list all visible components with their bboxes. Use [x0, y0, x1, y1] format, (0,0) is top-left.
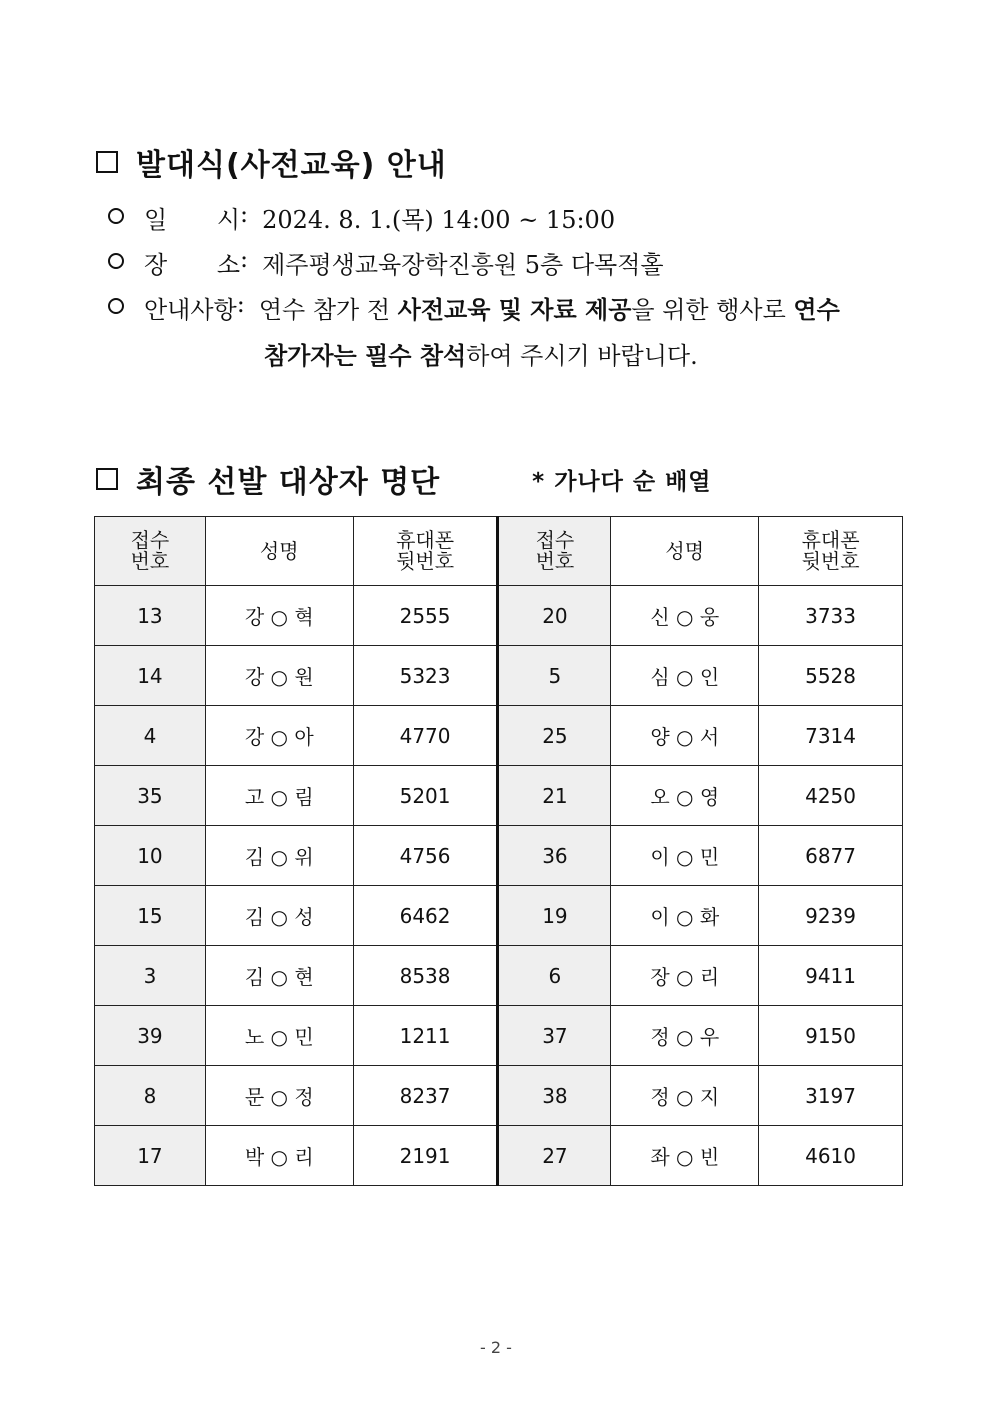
cell-num: 5 — [498, 646, 611, 706]
section-title: 최종 선발 대상자 명단 — [136, 465, 441, 500]
table-row — [95, 706, 903, 766]
cell-phone: 2191 — [353, 1126, 498, 1186]
section-title: 발대식(사전교육) 안내 — [136, 148, 447, 183]
info-label: 일 시 — [144, 206, 240, 234]
cell-phone: 4756 — [353, 826, 498, 886]
info-row-datetime: 일 시 : 2024. 8. 1.(목) 14:00 ~ 15:00 — [108, 200, 615, 235]
cell-name: 심 ○ 인 — [611, 646, 759, 706]
cell-name: 정 ○ 지 — [611, 1066, 759, 1126]
cell-phone: 5528 — [759, 646, 903, 706]
cell-phone: 5323 — [353, 646, 498, 706]
cell-name: 정 ○ 우 — [611, 1006, 759, 1066]
cell-num: 17 — [95, 1126, 206, 1186]
roster-table — [94, 516, 903, 1186]
info-value: 2024. 8. 1.(목) 14:00 ~ 15:00 — [262, 206, 616, 234]
cell-phone: 6877 — [759, 826, 903, 886]
section-heading-roster — [96, 457, 712, 501]
cell-name: 이 ○ 민 — [611, 826, 759, 886]
cell-num: 8 — [95, 1066, 206, 1126]
section-heading-ceremony — [96, 140, 447, 184]
cell-name: 김 ○ 현 — [205, 946, 353, 1006]
info-value: 제주평생교육장학진흥원 5층 다목적홀 — [262, 251, 664, 279]
circle-bullet-icon — [108, 298, 124, 314]
table-row — [95, 1126, 903, 1186]
table-row — [95, 946, 903, 1006]
cell-num: 4 — [95, 706, 206, 766]
table-row — [95, 826, 903, 886]
cell-name: 고 ○ 림 — [205, 766, 353, 826]
cell-phone: 4250 — [759, 766, 903, 826]
notice-text: 하여 주시기 바랍니다. — [466, 342, 698, 370]
info-row-notice: 안내사항 : 연수 참가 전 사전교육 및 자료 제공을 위한 행사로 연수 — [108, 290, 840, 325]
cell-phone: 5201 — [353, 766, 498, 826]
cell-phone: 3197 — [759, 1066, 903, 1126]
cell-num: 37 — [498, 1006, 611, 1066]
cell-name: 강 ○ 원 — [205, 646, 353, 706]
cell-phone: 4770 — [353, 706, 498, 766]
table-row — [95, 646, 903, 706]
cell-phone: 6462 — [353, 886, 498, 946]
cell-name: 좌 ○ 빈 — [611, 1126, 759, 1186]
table-row — [95, 766, 903, 826]
header-phone: 휴대폰 뒷번호 — [353, 517, 498, 586]
cell-num: 20 — [498, 586, 611, 646]
cell-name: 이 ○ 화 — [611, 886, 759, 946]
cell-num: 13 — [95, 586, 206, 646]
table-row — [95, 586, 903, 646]
cell-phone: 8237 — [353, 1066, 498, 1126]
cell-name: 양 ○ 서 — [611, 706, 759, 766]
header-phone: 휴대폰 뒷번호 — [759, 517, 903, 586]
cell-num: 38 — [498, 1066, 611, 1126]
cell-num: 6 — [498, 946, 611, 1006]
notice-emphasis: 참가자는 필수 참석 — [264, 341, 467, 370]
cell-name: 장 ○ 리 — [611, 946, 759, 1006]
table-row — [95, 1006, 903, 1066]
cell-phone: 3733 — [759, 586, 903, 646]
cell-num: 27 — [498, 1126, 611, 1186]
notice-text: 을 위한 행사로 — [631, 296, 794, 324]
cell-phone: 9150 — [759, 1006, 903, 1066]
header-num: 접수 번호 — [95, 517, 206, 586]
info-row-location: 장 소 : 제주평생교육장학진흥원 5층 다목적홀 — [108, 245, 664, 280]
page-number: - 2 - — [480, 1338, 512, 1357]
cell-num: 25 — [498, 706, 611, 766]
circle-bullet-icon — [108, 253, 124, 269]
cell-num: 21 — [498, 766, 611, 826]
sort-note: * 가나다 순 배열 — [532, 468, 712, 495]
checkbox-square-icon — [96, 151, 118, 173]
header-name: 성명 — [205, 517, 353, 586]
cell-phone: 1211 — [353, 1006, 498, 1066]
cell-name: 김 ○ 위 — [205, 826, 353, 886]
table-header-row — [95, 517, 903, 586]
cell-num: 3 — [95, 946, 206, 1006]
cell-name: 박 ○ 리 — [205, 1126, 353, 1186]
notice-emphasis: 연수 — [793, 295, 840, 324]
cell-phone: 4610 — [759, 1126, 903, 1186]
cell-name: 강 ○ 아 — [205, 706, 353, 766]
table-row — [95, 1066, 903, 1126]
cell-num: 15 — [95, 886, 206, 946]
cell-phone: 7314 — [759, 706, 903, 766]
notice-line-2 — [264, 336, 698, 371]
checkbox-square-icon — [96, 468, 118, 490]
table-row — [95, 886, 903, 946]
circle-bullet-icon — [108, 208, 124, 224]
info-label: 안내사항 — [144, 296, 237, 324]
cell-name: 강 ○ 혁 — [205, 586, 353, 646]
cell-phone: 8538 — [353, 946, 498, 1006]
cell-num: 39 — [95, 1006, 206, 1066]
cell-num: 35 — [95, 766, 206, 826]
notice-emphasis: 사전교육 및 자료 제공 — [397, 295, 632, 324]
cell-num: 14 — [95, 646, 206, 706]
cell-phone: 9411 — [759, 946, 903, 1006]
cell-num: 36 — [498, 826, 611, 886]
header-name: 성명 — [611, 517, 759, 586]
cell-phone: 2555 — [353, 586, 498, 646]
cell-num: 10 — [95, 826, 206, 886]
notice-text: 연수 참가 전 — [258, 296, 398, 324]
info-label: 장 소 — [144, 251, 240, 279]
cell-name: 오 ○ 영 — [611, 766, 759, 826]
cell-phone: 9239 — [759, 886, 903, 946]
notice-line-1 — [259, 290, 840, 325]
cell-name: 문 ○ 정 — [205, 1066, 353, 1126]
header-num: 접수 번호 — [498, 517, 611, 586]
cell-name: 노 ○ 민 — [205, 1006, 353, 1066]
cell-name: 김 ○ 성 — [205, 886, 353, 946]
cell-num: 19 — [498, 886, 611, 946]
cell-name: 신 ○ 웅 — [611, 586, 759, 646]
